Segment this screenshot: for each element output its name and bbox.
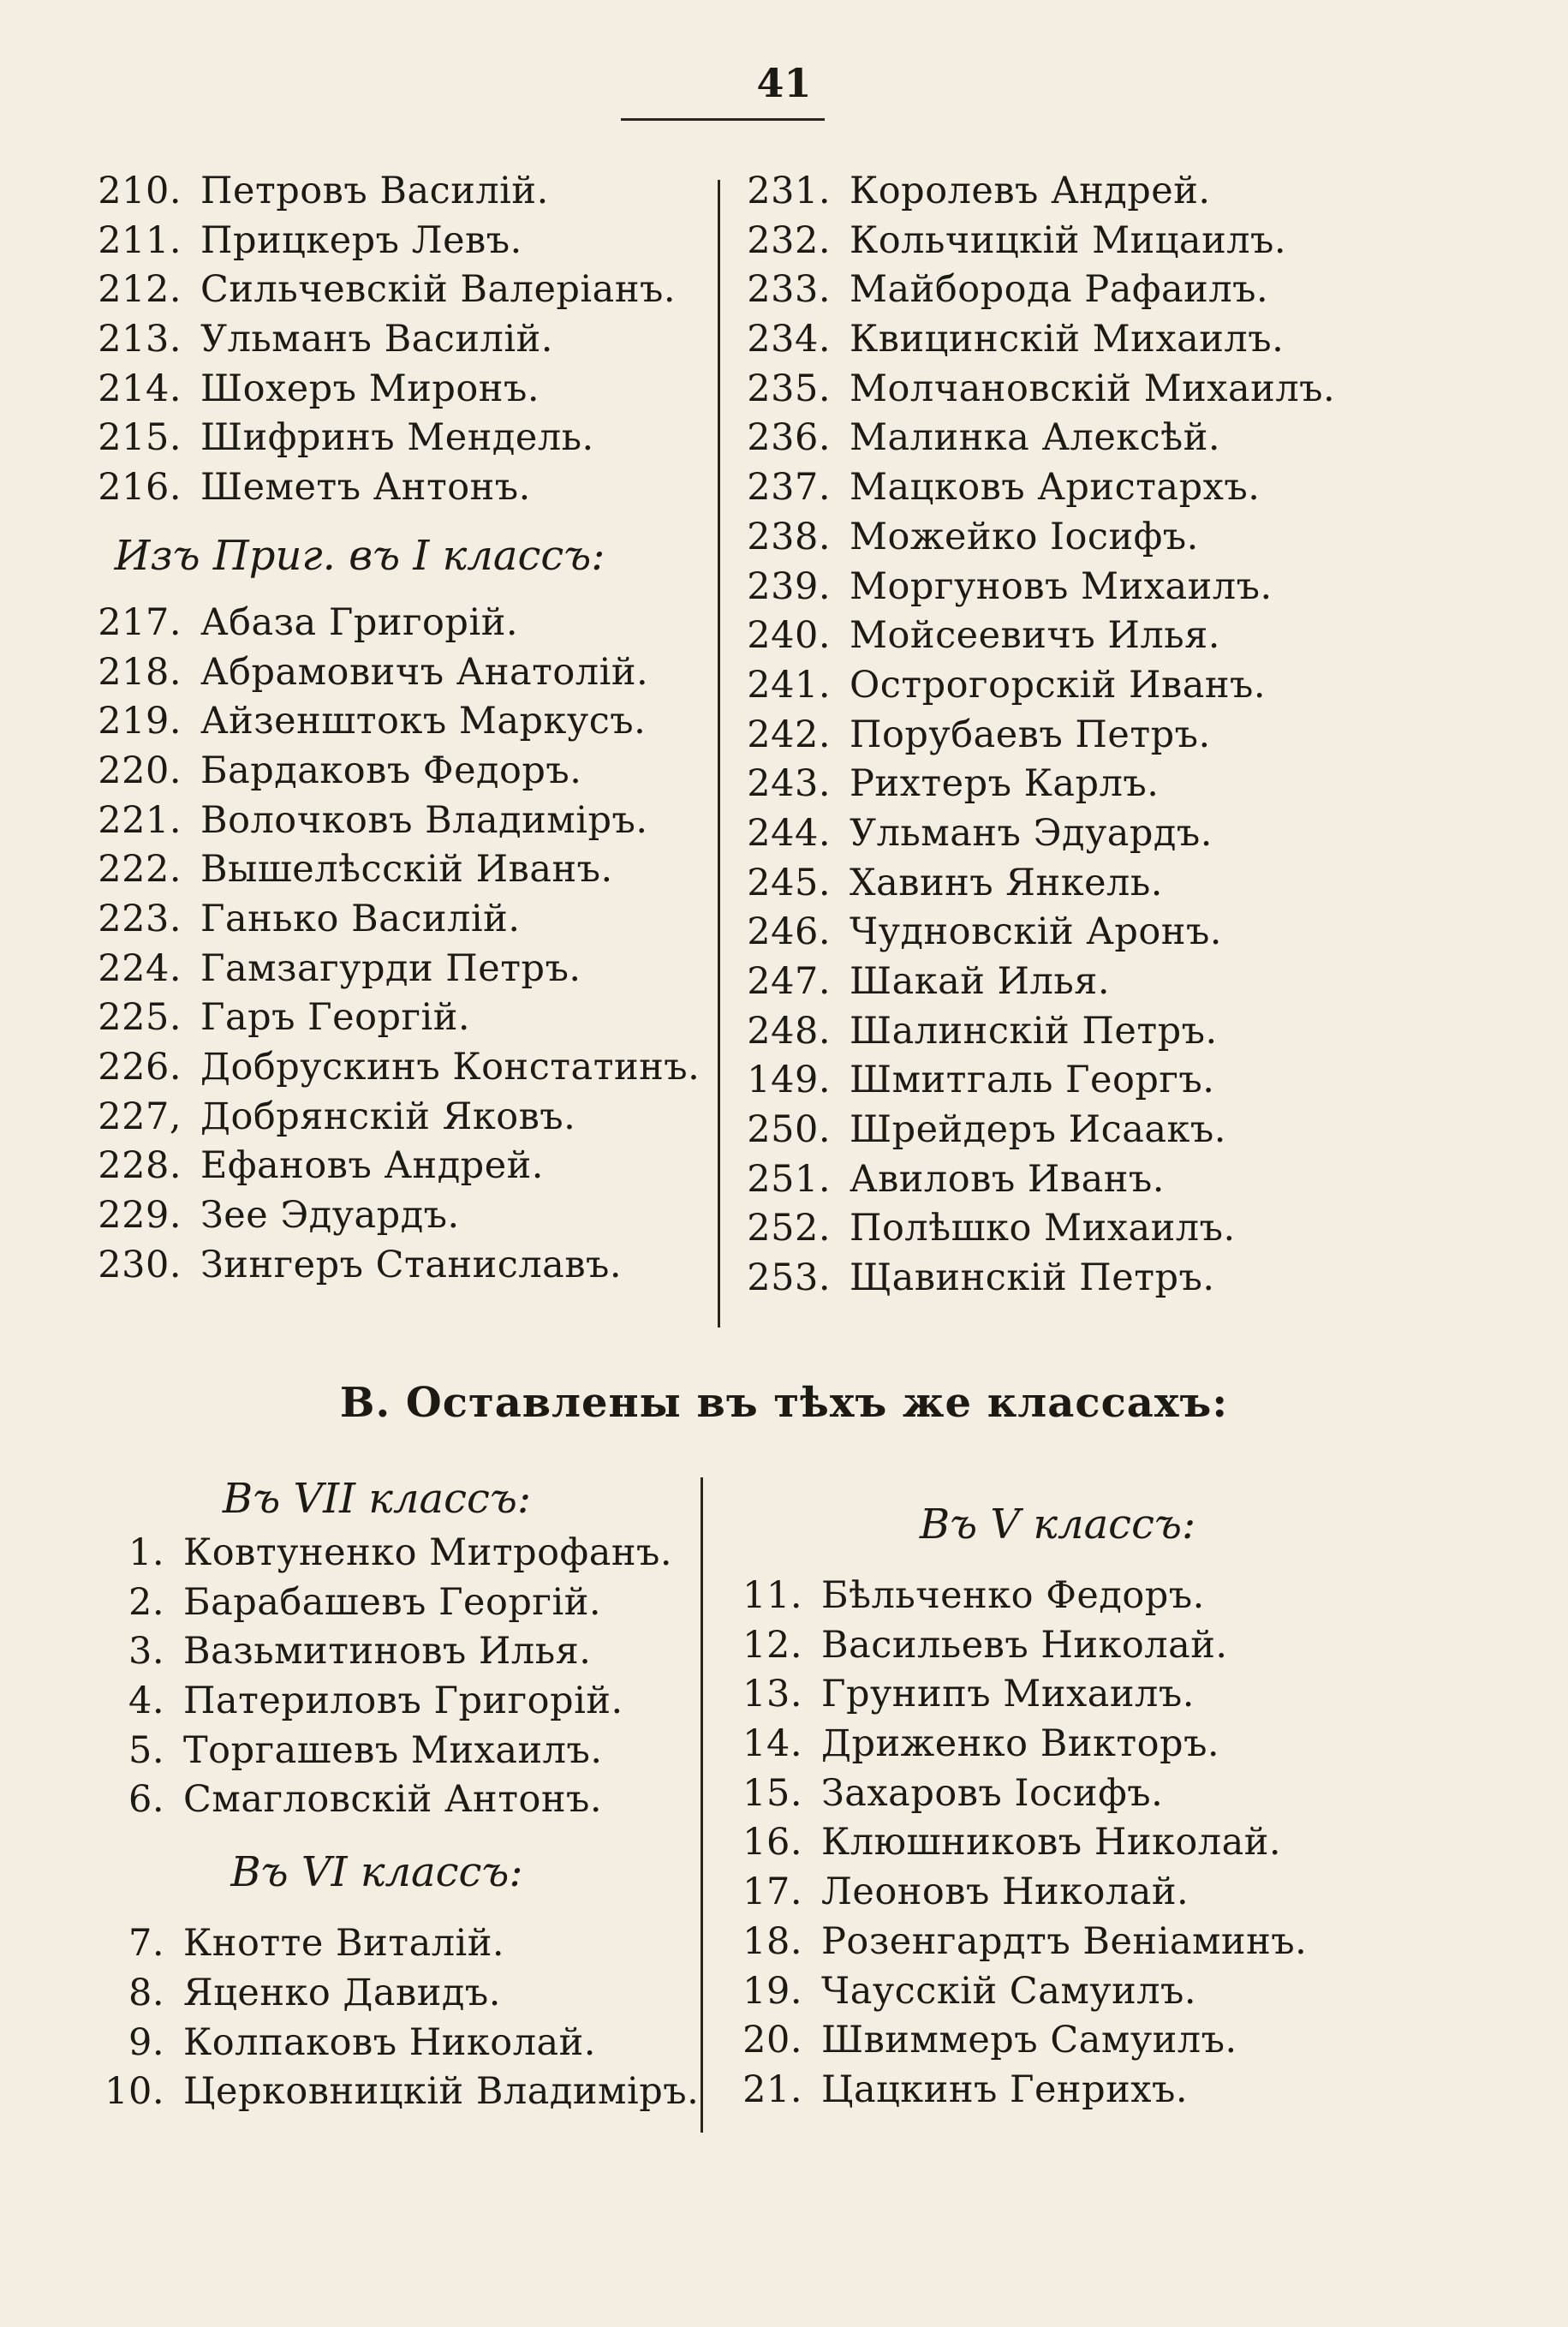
list-item [86, 266, 702, 315]
list-item [736, 1056, 1473, 1106]
item-number: 219. [98, 700, 182, 743]
student-name: Яценко Давидъ. [183, 1971, 501, 2014]
student-name: Кольчицкій Мицаилъ. [850, 218, 1287, 262]
list-item [86, 648, 702, 698]
item-number: 240. [747, 614, 831, 658]
list-item [736, 859, 1473, 909]
student-name: Леоновъ Николай. [821, 1871, 1189, 1914]
item-number: 242. [747, 713, 831, 756]
student-name: Клюшниковъ Николай. [821, 1821, 1282, 1865]
item-number: 236. [747, 416, 831, 460]
list-item [86, 315, 702, 365]
item-number: 228. [98, 1144, 182, 1188]
student-name: Кнотте Виталій. [183, 1922, 505, 1966]
item-number: 11. [742, 1574, 802, 1617]
list-item [86, 2067, 702, 2117]
student-name: Шалинскій Петръ. [850, 1009, 1218, 1053]
student-name: Гамзагурди Петръ. [200, 946, 581, 990]
item-number: 213. [98, 318, 182, 361]
subheading-seventh: Въ VII классъ: [222, 1475, 532, 1523]
list-block [86, 1919, 702, 2117]
list-item [86, 1969, 702, 2019]
student-name: Добрянскій Яковъ. [200, 1095, 576, 1138]
list-item [736, 463, 1473, 513]
item-number: 8. [128, 1971, 164, 2014]
item-number: 223. [98, 897, 182, 940]
item-number: 225. [98, 996, 182, 1040]
item-number: 253. [747, 1256, 831, 1300]
item-number: 19. [742, 1969, 802, 2013]
student-name: Ефановъ Андрей. [200, 1144, 544, 1188]
item-number: 211. [98, 218, 182, 262]
item-number: 5. [128, 1728, 164, 1772]
student-name: Майборода Рафаилъ. [850, 268, 1269, 312]
list-item [732, 1572, 1469, 1621]
list-item [736, 414, 1473, 463]
list-item [86, 1775, 702, 1825]
list-item [86, 1677, 702, 1727]
item-number: 252. [747, 1207, 831, 1250]
item-number: 238. [747, 515, 831, 558]
student-name: Сильчевскій Валеріанъ. [200, 268, 677, 312]
list-item [86, 1578, 702, 1628]
item-number: 149. [747, 1059, 831, 1102]
list-item [86, 1241, 702, 1291]
subheading-prep-to-first: Изъ Приг. въ I классъ: [114, 531, 605, 580]
item-number: 239. [747, 564, 831, 608]
list-item [86, 365, 702, 415]
student-name: Молчановскій Михаилъ. [850, 367, 1336, 410]
student-name: Гаръ Георгій. [200, 996, 471, 1040]
list-item [86, 1529, 702, 1578]
list-item [86, 167, 702, 217]
bottom-right-column [732, 1477, 1469, 2115]
list-item [86, 1919, 702, 1969]
student-name: Шмитгаль Георгъ. [850, 1059, 1215, 1102]
student-name: Порубаевъ Петръ. [850, 713, 1211, 756]
list-item [86, 1191, 702, 1241]
student-name: Ульманъ Эдуардъ. [850, 811, 1213, 855]
list-block [86, 1529, 702, 1825]
student-name: Смагловскій Антонъ. [183, 1778, 603, 1822]
subheading-sixth: Въ VI классъ: [230, 1848, 523, 1897]
list-block [86, 599, 702, 1291]
item-number: 18. [742, 1919, 802, 1963]
student-name: Абрамовичъ Анатолій. [200, 650, 649, 694]
student-name: Зее Эдуардъ. [200, 1194, 460, 1238]
list-item [86, 2019, 702, 2068]
student-name: Торгашевъ Михаилъ. [183, 1728, 603, 1772]
item-number: 10. [104, 2070, 164, 2114]
item-number: 248. [747, 1009, 831, 1053]
item-number: 12. [742, 1623, 802, 1667]
list-item [732, 1868, 1469, 1918]
student-name: Можейко Іосифъ. [850, 515, 1199, 558]
item-number: 246. [747, 910, 831, 954]
list-item [86, 845, 702, 895]
list-item [736, 908, 1473, 958]
subheading-fifth: Въ V классъ: [919, 1501, 1196, 1548]
student-name: Шрейдеръ Исаакъ. [850, 1108, 1226, 1152]
student-name: Ковтуненко Митрофанъ. [183, 1531, 673, 1574]
list-item [732, 1720, 1469, 1769]
student-name: Айзенштокъ Маркусъ. [200, 700, 647, 743]
page-number: 41 [756, 60, 812, 106]
item-number: 227, [98, 1095, 182, 1138]
item-number: 217. [98, 600, 182, 644]
list-item [736, 563, 1473, 612]
list-item [736, 1106, 1473, 1155]
item-number: 229. [98, 1194, 182, 1238]
student-name: Бардаковъ Федоръ. [200, 749, 582, 792]
item-number: 21. [742, 2067, 802, 2111]
item-number: 222. [98, 848, 182, 892]
student-name: Шифринъ Мендель. [200, 416, 594, 460]
column-divider-top [718, 180, 720, 1328]
student-name: Хавинъ Янкель. [850, 861, 1163, 904]
student-name: Вазьмитиновъ Илья. [183, 1630, 592, 1674]
student-name: Дриженко Викторъ. [821, 1722, 1220, 1766]
list-item [86, 1727, 702, 1776]
item-number: 251. [747, 1157, 831, 1201]
item-number: 231. [747, 170, 831, 212]
list-block [86, 167, 702, 513]
item-number: 6. [128, 1778, 164, 1822]
student-name: Острогорскій Иванъ. [850, 663, 1267, 707]
list-item [736, 958, 1473, 1007]
list-item [736, 365, 1473, 415]
list-item [86, 1093, 702, 1143]
student-name: Мойсеевичъ Илья. [850, 614, 1220, 658]
student-name: Чудновскій Аронъ. [850, 910, 1222, 954]
item-number: 237. [747, 466, 831, 510]
list-item [732, 2016, 1469, 2066]
student-name: Полѣшко Михаилъ. [850, 1207, 1236, 1250]
item-number: 243. [747, 762, 831, 806]
list-item [732, 1769, 1469, 1819]
item-number: 216. [98, 466, 182, 510]
student-name: Моргуновъ Михаилъ. [850, 564, 1273, 608]
student-name: Шохеръ Миронъ. [200, 367, 540, 410]
list-item [732, 1967, 1469, 2017]
student-name: Бѣльченко Федоръ. [821, 1574, 1205, 1617]
list-item [736, 167, 1473, 217]
item-number: 14. [742, 1722, 802, 1766]
item-number: 214. [98, 367, 182, 410]
list-item [86, 747, 702, 797]
item-number: 235. [747, 367, 831, 410]
item-number: 15. [742, 1771, 802, 1815]
student-name: Ульманъ Василій. [200, 318, 553, 361]
student-name: Авиловъ Иванъ. [850, 1157, 1165, 1201]
list-item [86, 463, 702, 513]
student-name: Розенгардтъ Веніаминъ. [821, 1919, 1308, 1963]
bottom-left-column [86, 1469, 702, 2117]
list-item [736, 315, 1473, 365]
list-item [86, 414, 702, 463]
item-number: 233. [747, 268, 831, 312]
student-name: Чаусскій Самуилъ. [821, 1969, 1197, 2013]
student-name: Квицинскій Михаилъ. [850, 318, 1285, 361]
list-item [732, 1918, 1469, 1967]
student-name: Шеметъ Антонъ. [200, 466, 531, 510]
top-left-column [86, 167, 702, 1290]
list-item [736, 1254, 1473, 1304]
student-name: Патериловъ Григорій. [183, 1680, 623, 1723]
list-item [86, 697, 702, 747]
student-name: Грунипъ Михаилъ. [821, 1673, 1195, 1716]
list-item [736, 661, 1473, 711]
item-number: 224. [98, 946, 182, 990]
student-name: Захаровъ Іосифъ. [821, 1771, 1164, 1815]
student-name: Ганько Василій. [200, 897, 521, 940]
item-number: 245. [747, 861, 831, 904]
student-name: Щавинскій Петръ. [850, 1256, 1215, 1300]
student-name: Вышелѣсскій Иванъ. [200, 848, 613, 892]
item-number: 218. [98, 650, 182, 694]
item-number: 226. [98, 1046, 182, 1089]
list-item [736, 513, 1473, 563]
list-item [86, 993, 702, 1043]
student-name: Колпаковъ Николай. [183, 2020, 596, 2064]
student-name: Добрускинъ Констатинъ. [200, 1046, 701, 1089]
list-item [736, 1007, 1473, 1057]
list-item [86, 1627, 702, 1677]
list-item [736, 1155, 1473, 1205]
item-number: 13. [742, 1673, 802, 1716]
header-rule [621, 118, 825, 121]
item-number: 16. [742, 1821, 802, 1865]
list-block [732, 1572, 1469, 2115]
student-name: Мацковъ Аристархъ. [850, 466, 1261, 510]
list-item [732, 1670, 1469, 1720]
list-item [86, 1043, 702, 1093]
student-name: Малинка Алексѣй. [850, 416, 1221, 460]
item-number: 9. [128, 2020, 164, 2064]
student-name: Петровъ Василій. [200, 170, 549, 212]
student-name: Церковницкій Владиміръ. [183, 2070, 700, 2114]
list-item [86, 1142, 702, 1191]
student-name: Шакай Илья. [850, 960, 1111, 1003]
item-number: 1. [128, 1531, 164, 1574]
list-item [732, 1621, 1469, 1671]
list-item [736, 809, 1473, 859]
item-number: 241. [747, 663, 831, 707]
top-right-column [736, 167, 1473, 1304]
item-number: 215. [98, 416, 182, 460]
item-number: 250. [747, 1108, 831, 1152]
list-item [736, 1204, 1473, 1254]
list-item [86, 895, 702, 945]
section-heading: В. Оставлены въ тѣхъ же классахъ: [339, 1379, 1229, 1427]
student-name: Швиммеръ Самуилъ. [821, 2019, 1237, 2062]
item-number: 7. [128, 1922, 164, 1966]
student-name: Абаза Григорій. [200, 600, 519, 644]
item-number: 210. [98, 170, 182, 212]
item-number: 3. [128, 1630, 164, 1674]
item-number: 244. [747, 811, 831, 855]
list-item [732, 2066, 1469, 2115]
item-number: 17. [742, 1871, 802, 1914]
item-number: 234. [747, 318, 831, 361]
item-number: 2. [128, 1580, 164, 1624]
list-item [736, 760, 1473, 809]
list-item [86, 797, 702, 846]
student-name: Рихтеръ Карлъ. [850, 762, 1160, 806]
list-item [86, 217, 702, 266]
student-name: Прицкеръ Левъ. [200, 218, 522, 262]
item-number: 20. [742, 2019, 802, 2062]
list-item [736, 612, 1473, 661]
item-number: 212. [98, 268, 182, 312]
student-name: Цацкинъ Генрихъ. [821, 2067, 1189, 2111]
student-name: Барабашевъ Георгій. [183, 1580, 602, 1624]
item-number: 232. [747, 218, 831, 262]
item-number: 247. [747, 960, 831, 1003]
list-item [86, 599, 702, 648]
list-item [736, 217, 1473, 266]
item-number: 221. [98, 798, 182, 842]
list-item [86, 945, 702, 994]
student-name: Королевъ Андрей. [850, 170, 1211, 212]
item-number: 4. [128, 1680, 164, 1723]
list-item [736, 711, 1473, 761]
item-number: 230. [98, 1243, 182, 1286]
list-item [736, 266, 1473, 315]
list-item [732, 1818, 1469, 1868]
list-block [736, 167, 1473, 1304]
item-number: 220. [98, 749, 182, 792]
student-name: Волочковъ Владиміръ. [200, 798, 648, 842]
student-name: Васильевъ Николай. [821, 1623, 1228, 1667]
column-divider-bottom [701, 1477, 703, 2133]
student-name: Зингеръ Станиславъ. [200, 1243, 623, 1286]
